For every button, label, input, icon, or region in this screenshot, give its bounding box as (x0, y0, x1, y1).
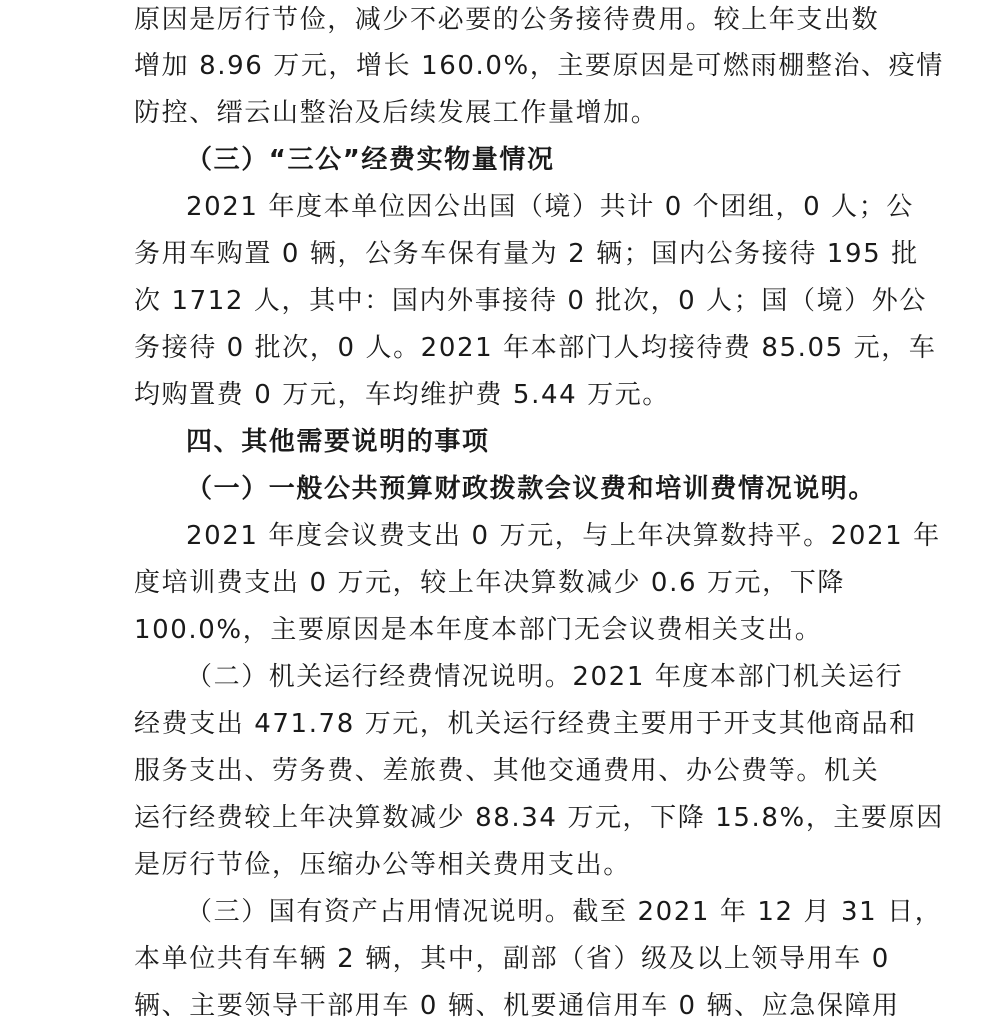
text-line-3: 防控、缙云山整治及后续发展工作量增加。 (134, 98, 659, 128)
text-line-14: 100.0%，主要原因是本年度本部门无会议费相关支出。 (134, 615, 823, 645)
text-line-17: 服务支出、劳务费、差旅费、其他交通费用、办公费等。机关 (134, 756, 880, 786)
text-line-8: 务接待 0 批次，0 人。2021 年本部门人均接待费 85.05 元，车 (134, 333, 937, 363)
text-line-21: 本单位共有车辆 2 辆，其中，副部（省）级及以上领导用车 0 (134, 944, 890, 974)
text-line-22: 辆、主要领导干部用车 0 辆、机要通信用车 0 辆、应急保障用 (134, 991, 900, 1021)
text-line-12: 2021 年度会议费支出 0 万元，与上年决算数持平。2021 年 (186, 521, 941, 551)
subheading-meeting-training: （一）一般公共预算财政拨款会议费和培训费情况说明。 (186, 474, 877, 504)
text-line-9: 均购置费 0 万元，车均维护费 5.44 万元。 (134, 380, 670, 410)
text-line-20: （三）国有资产占用情况说明。截至 2021 年 12 月 31 日， (186, 897, 943, 927)
text-line-1: 原因是厉行节俭，减少不必要的公务接待费用。较上年支出数 (134, 5, 880, 35)
text-line-13: 度培训费支出 0 万元，较上年决算数减少 0.6 万元，下降 (134, 568, 845, 598)
text-line-16: 经费支出 471.78 万元，机关运行经费主要用于开支其他商品和 (134, 709, 917, 739)
text-line-5: 2021 年度本单位因公出国（境）共计 0 个团组，0 人；公 (186, 192, 914, 222)
subheading-sangong-quantity: （三）“三公”经费实物量情况 (186, 145, 555, 175)
text-line-6: 务用车购置 0 辆，公务车保有量为 2 辆；国内公务接待 195 批 (134, 239, 919, 269)
section-heading-other-matters: 四、其他需要说明的事项 (186, 427, 490, 457)
text-line-7: 次 1712 人，其中：国内外事接待 0 批次，0 人；国（境）外公 (134, 286, 927, 316)
text-line-2: 增加 8.96 万元，增长 160.0%，主要原因是可燃雨棚整治、疫情 (134, 51, 944, 81)
text-line-18: 运行经费较上年决算数减少 88.34 万元，下降 15.8%，主要原因 (134, 803, 944, 833)
text-line-19: 是厉行节俭，压缩办公等相关费用支出。 (134, 850, 631, 880)
text-line-15: （二）机关运行经费情况说明。2021 年度本部门机关运行 (186, 662, 904, 692)
